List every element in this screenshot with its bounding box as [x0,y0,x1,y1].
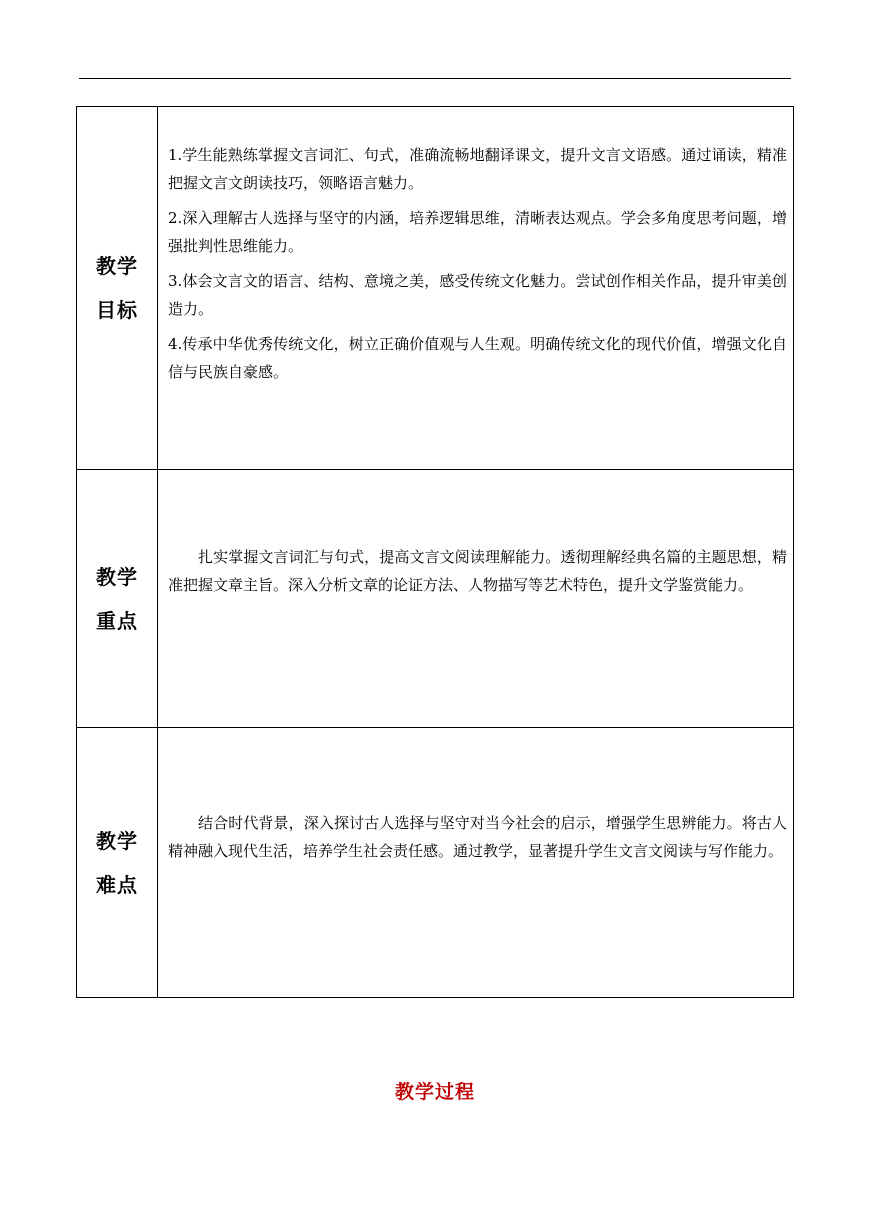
table-row-teaching-focus [77,470,794,728]
label-cell-teaching-goals [77,107,158,470]
label-line: 目标 [96,298,138,322]
section-heading-teaching-process: 教学过程 [394,1081,475,1103]
label-cell-teaching-difficulty [77,728,158,998]
label-line: 教学 [96,828,138,853]
label-line: 难点 [96,872,138,897]
header-rule [79,78,791,79]
row-label-teaching-difficulty [96,819,138,907]
row-label-teaching-focus [96,555,138,643]
label-line: 重点 [96,608,138,633]
difficulty-paragraph: 结合时代背景，深入探讨古人选择与坚守对当今社会的启示，增强学生思辨能力。将古人精神融入现代生活，培养学生社会责任感。通过教学，显著提升学生文言文阅读与写作能力。 [168,814,787,860]
content-cell-teaching-focus [158,470,794,728]
table-row-teaching-difficulty [77,728,794,998]
label-line: 教学 [96,564,138,589]
content-cell-teaching-goals [158,107,794,470]
label-cell-teaching-focus [77,470,158,728]
table-row-teaching-goals [77,107,794,470]
lesson-plan-table [76,106,794,998]
row-label-teaching-goals [96,244,138,332]
goal-item: 2.深入理解古人选择与坚守的内涵，培养逻辑思维，清晰表达观点。学会多角度思考问题，增强批判性思维能力。 [168,209,787,255]
goal-item: 1.学生能熟练掌握文言词汇、句式，准确流畅地翻译课文，提升文言文语感。通过诵读，精准把握文言文朗读技巧，领略语言魅力。 [168,146,787,192]
goal-item: 4.传承中华优秀传统文化，树立正确价值观与人生观。明确传统文化的现代价值，增强文化自信与民族自豪感。 [168,335,787,381]
label-line: 教学 [96,254,138,278]
focus-paragraph: 扎实掌握文言词汇与句式，提高文言文阅读理解能力。透彻理解经典名篇的主题思想，精准把握文章主旨。深入分析文章的论证方法、人物描写等艺术特色，提升文学鉴赏能力。 [168,548,787,594]
content-cell-teaching-difficulty [158,728,794,998]
goal-item: 3.体会文言文的语言、结构、意境之美，感受传统文化魅力。尝试创作相关作品，提升审美创造力。 [168,272,787,318]
